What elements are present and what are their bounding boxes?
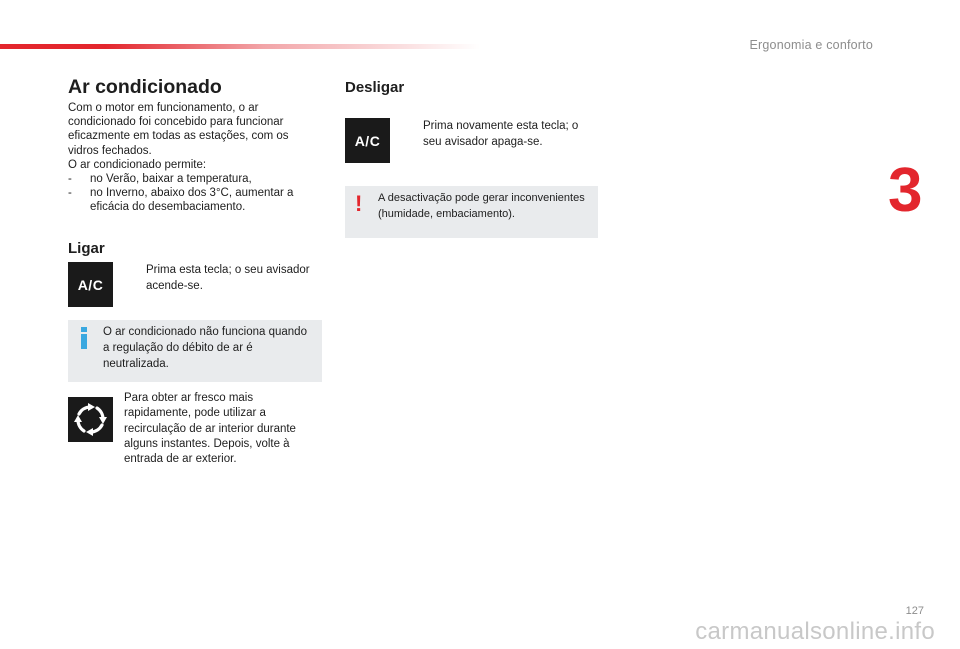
ac-key-icon: A/C [345,118,390,163]
desligar-heading: Desligar [345,79,405,96]
list-item: - no Verão, baixar a temperatura, [68,173,252,186]
header-accent-bar [0,44,480,49]
watermark-url: carmanualsonline.info [695,618,935,645]
info-box [68,320,322,382]
chapter-number: 3 [888,156,923,225]
ligar-heading: Ligar [68,240,105,257]
page-title: Ar condicionado [68,76,222,98]
page-number: 127 [905,605,924,617]
recirculation-icon [68,397,113,442]
recirculation-arrows-icon [68,397,113,442]
section-title: Ergonomia e conforto [749,38,873,52]
intro-paragraph: Com o motor em funcionamento, o ar condicionado foi concebido para funcionar eficazmente em todas as estações, com os vidros fechados. [68,102,289,157]
recirculation-text: Para obter ar fresco mais rapidamente, pode utilizar a recirculação de ar interior durante alguns instantes. Depois, volte à entrada de ar exterior. [124,392,296,466]
intro-text [68,101,313,215]
ac-key-icon: A/C [68,262,113,307]
intro-paragraph: O ar condicionado permite: [68,158,207,171]
warning-text: A desactivação pode gerar inconvenientes (humidade, embaciamento). [378,192,585,220]
desligar-instruction: Prima novamente esta tecla; o seu avisador apaga-se. [423,120,579,148]
info-text: O ar condicionado não funciona quando a regulação do débito de ar é neutralizada. [103,326,307,370]
ligar-instruction: Prima esta tecla; o seu avisador acende-se. [146,264,310,292]
list-item: - no Inverno, abaixo dos 3°C, aumentar a eficácia do desembaciamento. [68,187,294,214]
warning-icon: ! [355,191,363,216]
warning-box [345,186,598,238]
info-icon [79,327,89,349]
